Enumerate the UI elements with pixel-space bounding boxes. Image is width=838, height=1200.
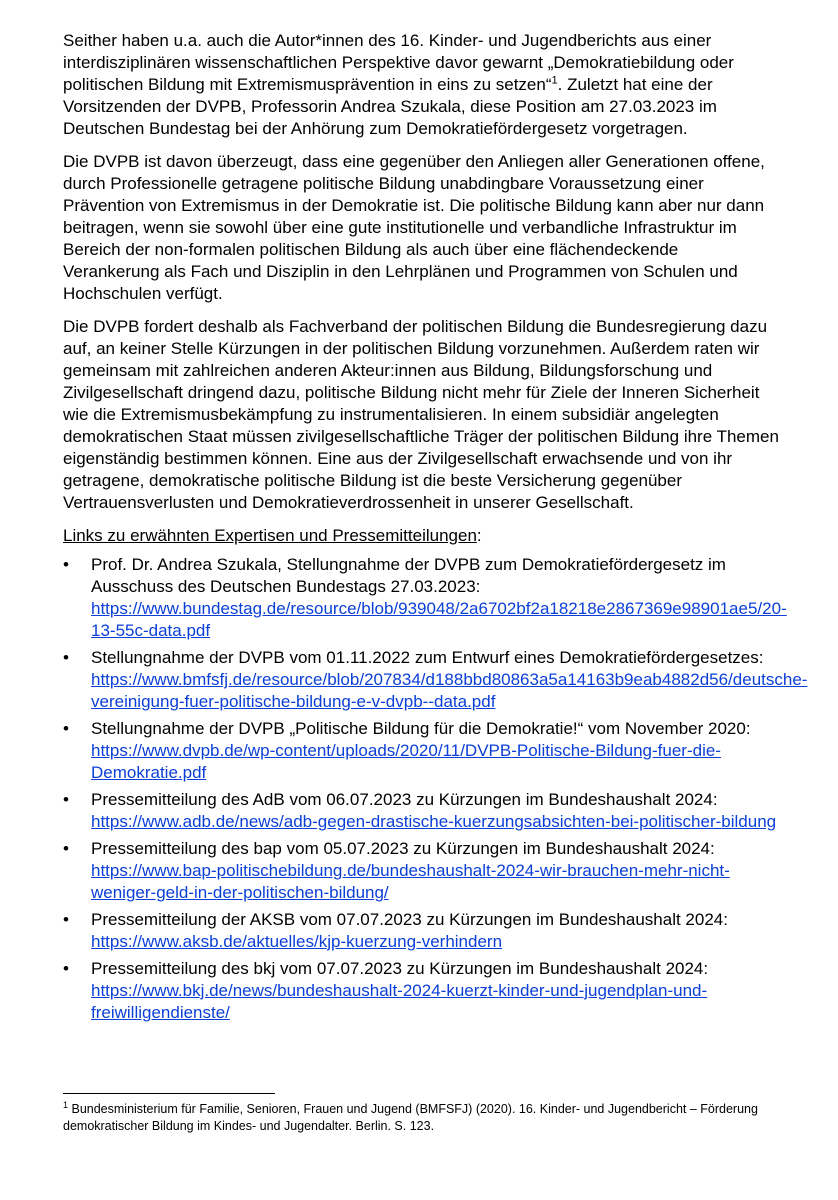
footnote (63, 1101, 779, 1135)
list-item-link[interactable]: https://www.bap-politischebildung.de/bundeshaushalt-2024-wir-brauchen-mehr-nicht-weniger-geld-in-der-politischen-bildung/ (91, 861, 730, 902)
list-item-link[interactable]: https://www.bundestag.de/resource/blob/939048/2a6702bf2a18218e2867369e98901ae5/20-13-55c-data.pdf (91, 599, 787, 640)
list-item (63, 958, 779, 1024)
paragraph-1-text-a: Seither haben u.a. auch die Autor*innen des 16. Kinder- und Jugendberichts aus einer interdisziplinären wissenschaftlichen Perspektive davor gewarnt „Demokratiebildung oder politischen Bildung mit Extremismusprävention in eins zu setzen“ (63, 31, 734, 94)
list-item-link[interactable]: https://www.bmfsfj.de/resource/blob/207834/d188bbd80863a5a14163b9eab4882d56/deutsche-vereinigung-fuer-politische-bildung-e-v-dvpb--data.pdf (91, 670, 808, 711)
paragraph-1 (63, 30, 779, 140)
links-heading: Links zu erwähnten Expertisen und Pressemitteilungen (63, 526, 477, 545)
links-list (63, 554, 808, 1024)
list-item (63, 647, 808, 713)
list-item-text: Stellungnahme der DVPB vom 01.11.2022 zum Entwurf eines Demokratiefördergesetzes: (91, 648, 764, 667)
bullet-icon: • (63, 648, 69, 667)
paragraph-2: Die DVPB ist davon überzeugt, dass eine gegenüber den Anliegen aller Generationen offene, durch Professionelle getragene politische Bildung unabdingbare Voraussetzung einer Prävention von Extremismus in der Demokratie ist. Die politische Bildung kann aber nur dann beitragen, wenn sie sowohl über eine gute institutionelle und verbandliche Infrastruktur im Bereich der non-formalen politischen Bildung als auch über eine flächendeckende Verankerung als Fach und Disziplin in den Lehrplänen und Programmen von Schulen und Hochschulen verfügt. (63, 152, 765, 303)
list-item-link[interactable]: https://www.aksb.de/aktuelles/kjp-kuerzung-verhindern (91, 932, 503, 951)
footnote-divider (63, 1093, 275, 1094)
bullet-icon: • (63, 959, 69, 978)
footnote-text: Bundesministerium für Familie, Senioren, Frauen und Jugend (BMFSFJ) (2020). 16. Kinder- und Jugendbericht – Förderung demokratischer Bildung im Kindes- und Jugendalter. Berlin. S. 123. (63, 1102, 758, 1133)
list-item (63, 789, 779, 833)
list-item-text: Pressemitteilung des bkj vom 07.07.2023 zu Kürzungen im Bundeshaushalt 2024: (91, 959, 709, 978)
links-heading-row (63, 525, 779, 547)
bullet-icon: • (63, 790, 69, 809)
list-item (63, 554, 787, 642)
links-heading-colon: : (476, 526, 482, 545)
bullet-icon: • (63, 719, 69, 738)
paragraph-3: Die DVPB fordert deshalb als Fachverband der politischen Bildung die Bundesregierung dazu auf, an keiner Stelle Kürzungen in der politischen Bildung vorzunehmen. Außerdem raten wir gemeinsam mit zahlreichen anderen Akteur:innen aus Bildung, Bildungsforschung und Zivilgesellschaft dringend dazu, politische Bildung nicht mehr für Ziele der Inneren Sicherheit wie die Extremismusbekämpfung zu instrumentalisieren. In einem subsidiär angelegten demokratischen Staat müssen zivilgesellschaftliche Träger der politischen Bildung ihre Themen eigenständig bestimmen können. Eine aus der Zivilgesellschaft erwachsende und von ihr getragene, demokratische politische Bildung ist die beste Versicherung gegenüber Vertrauensverlusten und Demokratieverdrossenheit in unserer Gesellschaft. (63, 317, 779, 512)
paragraph-1-text-b: . Zuletzt hat eine der Vorsitzenden der DVPB, Professorin Andrea Szukala, diese Position am 27.03.2023 im Deutschen Bundestag bei der Anhörung zum Demokratiefördergesetz vorgetragen. (63, 75, 717, 138)
bullet-icon: • (63, 910, 69, 929)
document-body (63, 30, 808, 1029)
list-item-link[interactable]: https://www.bkj.de/news/bundeshaushalt-2024-kuerzt-kinder-und-jugendplan-und-freiwilligendienste/ (91, 981, 708, 1022)
list-item (63, 909, 779, 953)
footnote-reference[interactable]: 1 (551, 74, 558, 87)
footnote-marker: 1 (63, 1099, 69, 1110)
list-item-text: Pressemitteilung des AdB vom 06.07.2023 zu Kürzungen im Bundeshaushalt 2024: (91, 790, 718, 809)
list-item-text: Pressemitteilung der AKSB vom 07.07.2023 zu Kürzungen im Bundeshaushalt 2024: (91, 910, 728, 929)
list-item-link[interactable]: https://www.dvpb.de/wp-content/uploads/2020/11/DVPB-Politische-Bildung-fuer-die-Demokratie.pdf (91, 741, 721, 782)
list-item-link[interactable]: https://www.adb.de/news/adb-gegen-drastische-kuerzungsabsichten-bei-politischer-bildung (91, 812, 777, 831)
list-item (63, 838, 779, 904)
bullet-icon: • (63, 839, 69, 858)
list-item (63, 718, 779, 784)
list-item-text: Stellungnahme der DVPB „Politische Bildung für die Demokratie!“ vom November 2020: (91, 719, 751, 738)
list-item-text: Pressemitteilung des bap vom 05.07.2023 zu Kürzungen im Bundeshaushalt 2024: (91, 839, 715, 858)
bullet-icon: • (63, 555, 69, 574)
list-item-text: Prof. Dr. Andrea Szukala, Stellungnahme der DVPB zum Demokratiefördergesetz im Ausschuss des Deutschen Bundestags 27.03.2023: (91, 555, 726, 596)
